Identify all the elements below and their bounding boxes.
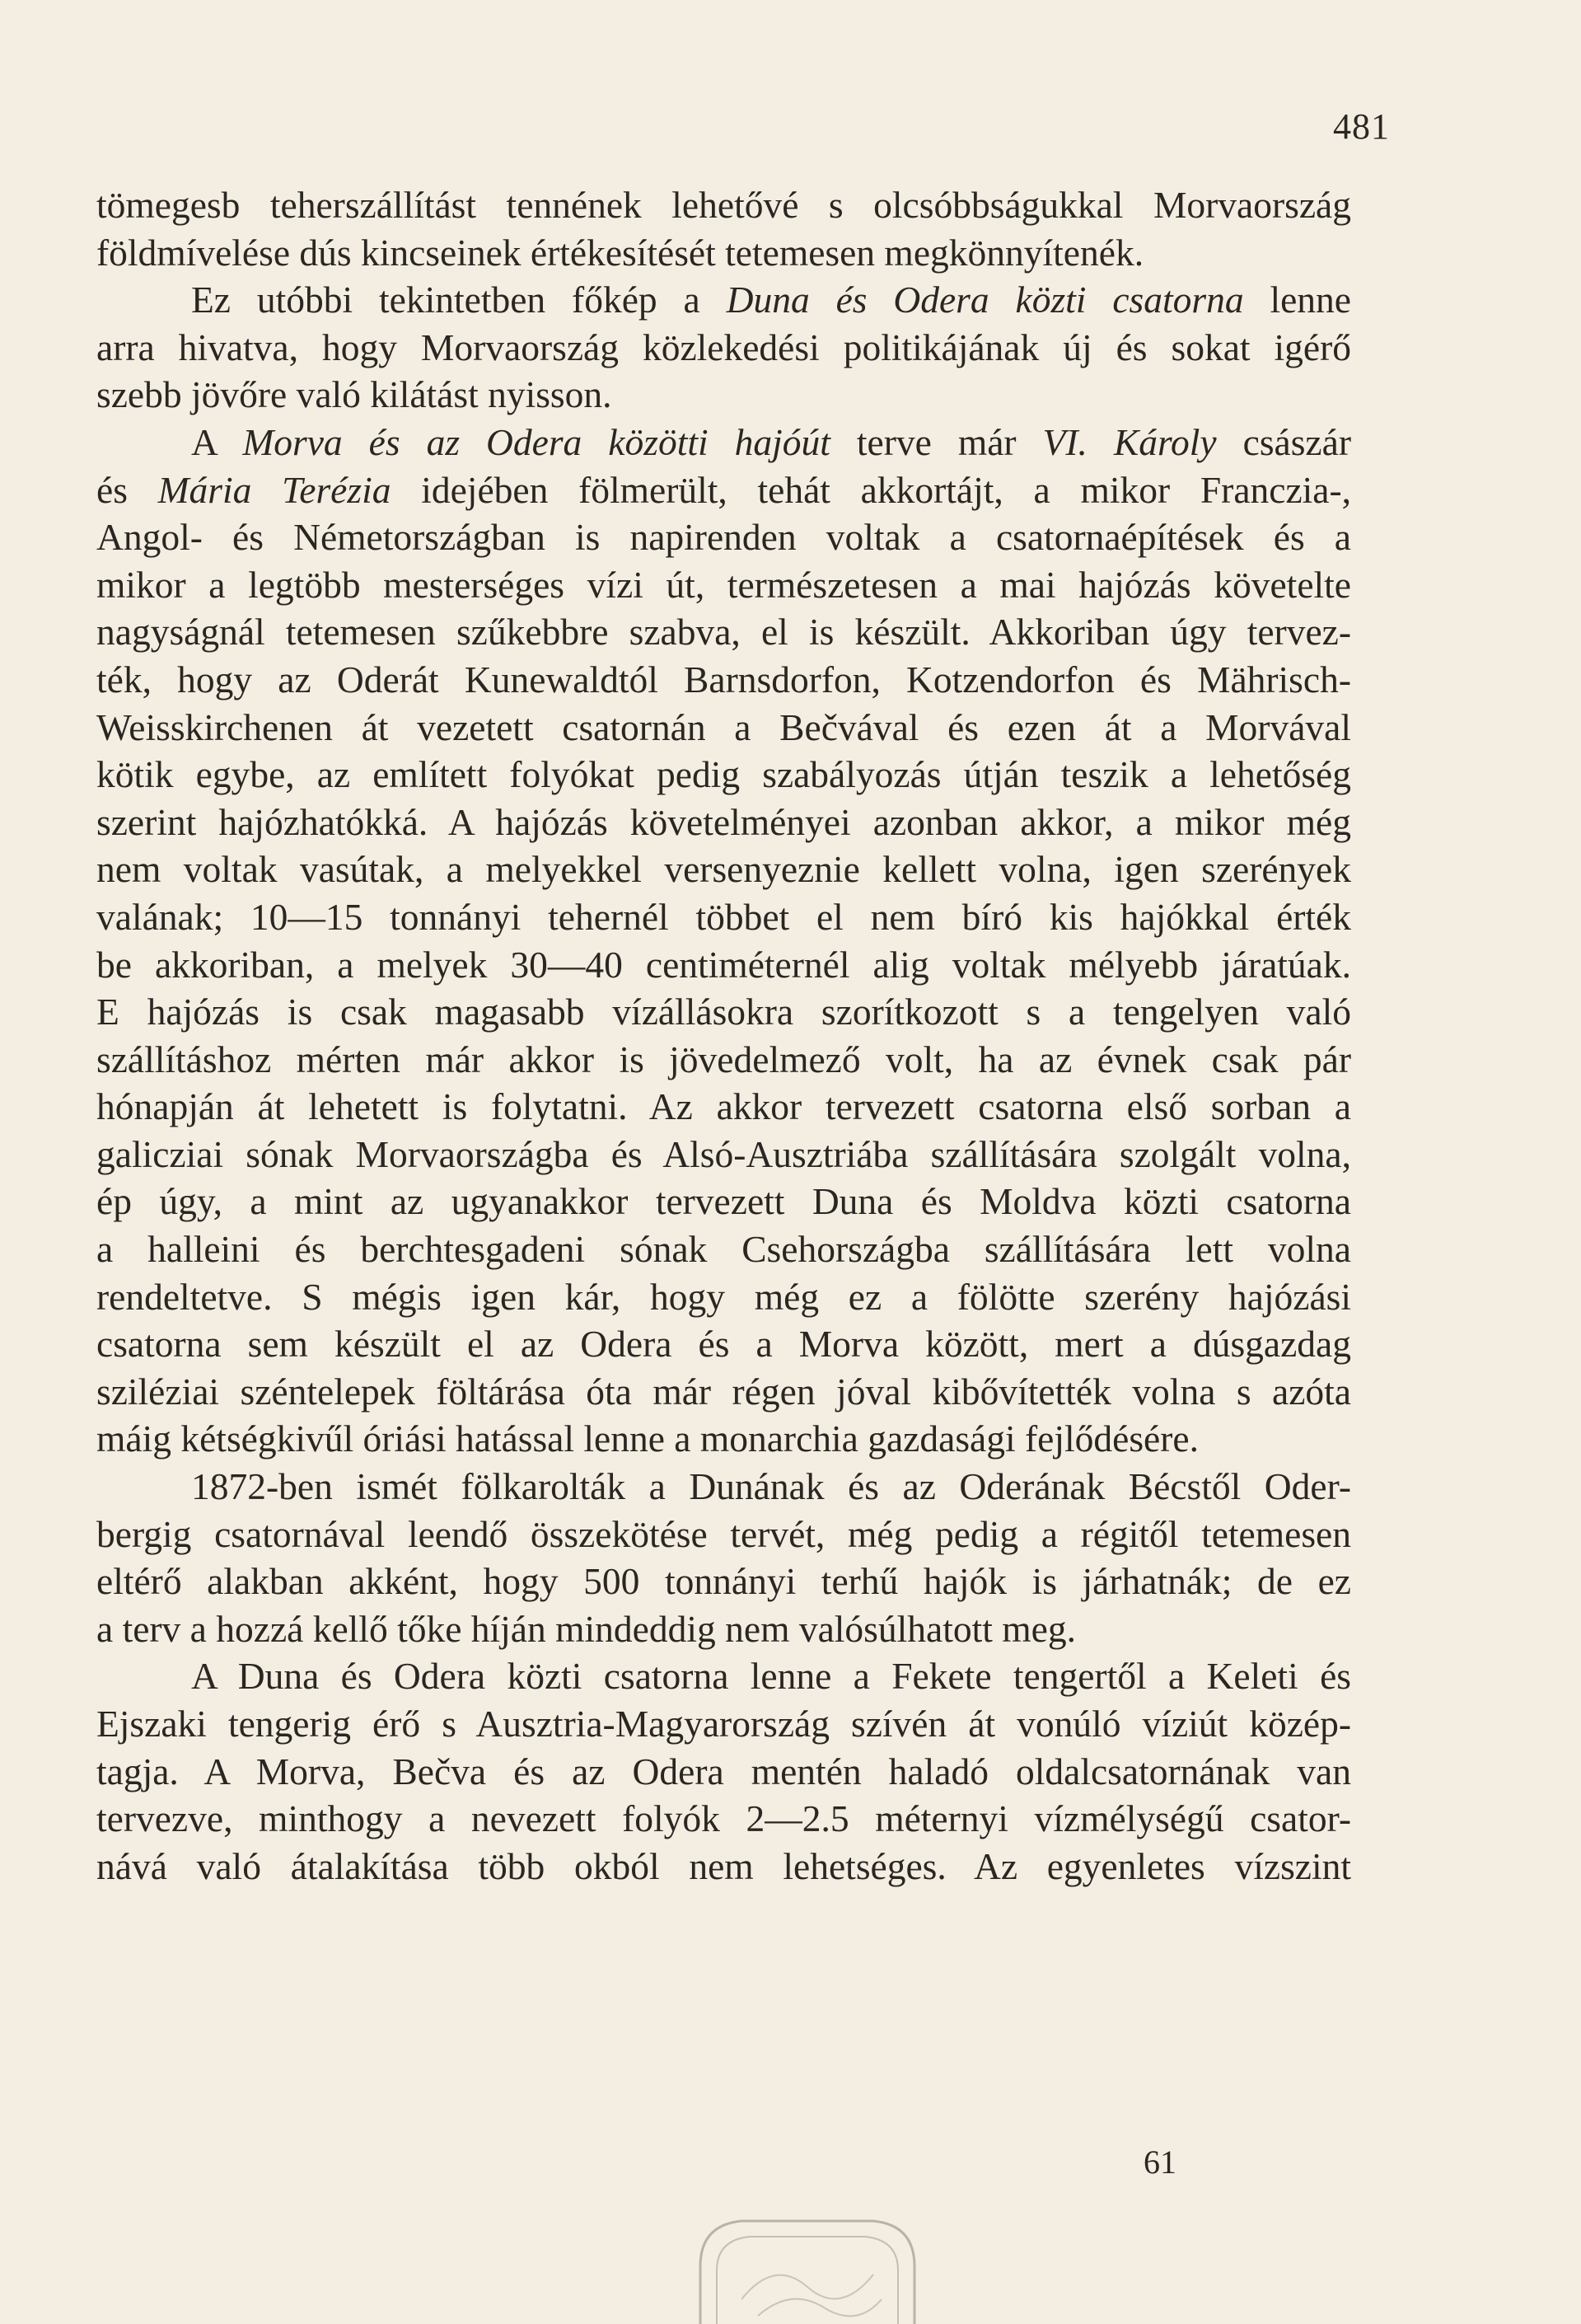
- text-segment: nem voltak vasútak, a melyekkel versenyeznie kellett volna, igen szerények: [96, 848, 1351, 891]
- text-segment: tagja. A Morva, Bečva és az Odera mentén haladó oldalcsatornának van: [96, 1750, 1351, 1792]
- text-segment: tömegesb teherszállítást tennének lehetővé s olcsóbbságukkal Morvaország: [96, 184, 1351, 226]
- text-segment: szebb jövőre való kilátást nyisson.: [96, 373, 612, 416]
- text-line: [96, 1843, 1351, 1891]
- text-segment: máig kétségkivűl óriási hatással lenne a monarchia gazdasági fejlődésére.: [96, 1417, 1199, 1460]
- text-line: [96, 704, 1351, 752]
- text-line: [96, 799, 1351, 846]
- text-segment: A Duna és Odera közti csatorna lenne a Fekete tengertől a Keleti és: [191, 1655, 1351, 1698]
- text-line: [96, 1320, 1351, 1368]
- text-segment: földmívelése dús kincseinek értékesítését tetemesen megkönnyítenék.: [96, 231, 1144, 274]
- library-stamp: [684, 2209, 931, 2324]
- text-segment: hónapján át lehetett is folytatni. Az akkor tervezett csatorna első sorban a: [96, 1085, 1351, 1128]
- text-line: [96, 1652, 1351, 1700]
- text-line: [96, 276, 1351, 324]
- text-line: [96, 466, 1351, 514]
- text-segment: Angol- és Németországban is napirenden voltak a csatornaépítések és a: [96, 516, 1351, 559]
- text-segment: kötik egybe, az említett folyókat pedig szabályozás útján teszik a lehetőség: [96, 753, 1351, 796]
- text-line: [96, 1036, 1351, 1084]
- text-line: [96, 1368, 1351, 1416]
- text-segment: valának; 10—15 tonnányi tehernél többet el nem bíró kis hajókkal érték: [96, 895, 1351, 938]
- text-segment: ték, hogy az Oderát Kunewaldtól Barnsdorfon, Kotzendorfon és Mährisch-: [96, 658, 1351, 700]
- text-line: [96, 1415, 1351, 1463]
- text-segment: 1872-ben ismét fölkarolták a Dunának és az Oderának Bécstől Oder-: [191, 1465, 1351, 1508]
- text-line: [96, 988, 1351, 1036]
- text-line: [96, 181, 1351, 229]
- text-line: [96, 371, 1351, 419]
- text-line: [96, 751, 1351, 799]
- text-segment: lenne: [1243, 279, 1351, 321]
- text-line: [96, 513, 1351, 561]
- text-segment: ép úgy, a mint az ugyanakkor tervezett Duna és Moldva közti csatorna: [96, 1180, 1351, 1223]
- text-segment: Ez utóbbi tekintetben főkép a: [191, 279, 727, 321]
- text-segment: arra hivatva, hogy Morvaország közlekedési politikájának új és sokat igérő: [96, 326, 1351, 368]
- text-line: [96, 324, 1351, 372]
- text-segment: idejében fölmerült, tehát akkortájt, a mikor Franczia-,: [391, 468, 1352, 511]
- text-line: [96, 1083, 1351, 1131]
- text-line: [96, 1558, 1351, 1605]
- text-line: [96, 1131, 1351, 1178]
- text-line: [96, 846, 1351, 893]
- text-segment: szerint hajózhatókká. A hajózás követelményei azonban akkor, a mikor még: [96, 800, 1351, 843]
- text-segment: rendeltetve. S mégis igen kár, hogy még ez a fölötte szerény hajózási: [96, 1275, 1351, 1318]
- text-line: [96, 1748, 1351, 1796]
- text-line: [96, 1178, 1351, 1225]
- body-text: [96, 181, 1351, 1890]
- text-segment: bergig csatornával leendő összekötése tervét, még pedig a régitől tetemesen: [96, 1512, 1351, 1555]
- text-segment: császár: [1216, 420, 1351, 463]
- text-segment: nagyságnál tetemesen szűkebbre szabva, el is készült. Akkoriban úgy tervez-: [96, 611, 1351, 654]
- text-line: [96, 1511, 1351, 1558]
- text-line: [96, 941, 1351, 989]
- page-number: 481: [1333, 106, 1390, 147]
- text-segment: mikor a legtöbb mesterséges vízi út, természetesen a mai hajózás követelte: [96, 563, 1351, 606]
- text-line: [96, 1463, 1351, 1511]
- text-segment: Ejszaki tengerig érő s Ausztria-Magyarország szívén át vonúló víziút közép-: [96, 1703, 1351, 1745]
- text-line: [96, 1225, 1351, 1273]
- text-line: [96, 419, 1351, 466]
- italic-text: Duna és Odera közti csatorna: [726, 279, 1244, 321]
- text-segment: A: [191, 420, 243, 463]
- text-segment: szállításhoz mérten már akkor is jövedelmező volt, ha az évnek csak pár: [96, 1038, 1351, 1080]
- text-segment: E hajózás is csak magasabb vízállásokra szorítkozott s a tengelyen való: [96, 991, 1351, 1033]
- text-line: [96, 656, 1351, 704]
- text-segment: és: [96, 468, 158, 511]
- text-segment: terve már: [830, 420, 1043, 463]
- text-line: [96, 1700, 1351, 1748]
- italic-text: Morva és az Odera közötti hajóút: [242, 420, 830, 463]
- text-line: [96, 229, 1351, 277]
- signature-mark: 61: [1144, 2144, 1176, 2181]
- text-segment: a halleini és berchtesgadeni sónak Csehországba szállítására lett volna: [96, 1228, 1351, 1271]
- text-line: [96, 608, 1351, 656]
- text-segment: tervezve, minthogy a nevezett folyók 2—2.5 méternyi vízmélységű csator-: [96, 1797, 1351, 1840]
- text-line: [96, 1273, 1351, 1321]
- text-line: [96, 1795, 1351, 1843]
- text-segment: Weisskirchenen át vezetett csatornán a Bečvával és ezen át a Morvával: [96, 705, 1351, 748]
- text-segment: a terv a hozzá kellő tőke híján mindeddig nem valósúlhatott meg.: [96, 1607, 1076, 1650]
- text-segment: sziléziai széntelepek föltárása óta már régen jóval kibővítették volna s azóta: [96, 1370, 1351, 1413]
- text-line: [96, 1605, 1351, 1653]
- text-segment: nává való átalakítása több okból nem lehetséges. Az egyenletes vízszint: [96, 1844, 1351, 1887]
- text-segment: be akkoriban, a melyek 30—40 centiméternél alig voltak mélyebb járatúak.: [96, 943, 1351, 986]
- text-line: [96, 561, 1351, 609]
- text-line: [96, 893, 1351, 941]
- text-segment: eltérő alakban akként, hogy 500 tonnányi terhű hajók is járhatnák; de ez: [96, 1560, 1351, 1603]
- italic-text: VI. Károly: [1042, 420, 1217, 463]
- text-segment: galicziai sónak Morvaországba és Alsó-Ausztriába szállítására szolgált volna,: [96, 1132, 1351, 1175]
- text-segment: csatorna sem készült el az Odera és a Morva között, mert a dúsgazdag: [96, 1323, 1351, 1366]
- italic-text: Mária Terézia: [157, 468, 391, 511]
